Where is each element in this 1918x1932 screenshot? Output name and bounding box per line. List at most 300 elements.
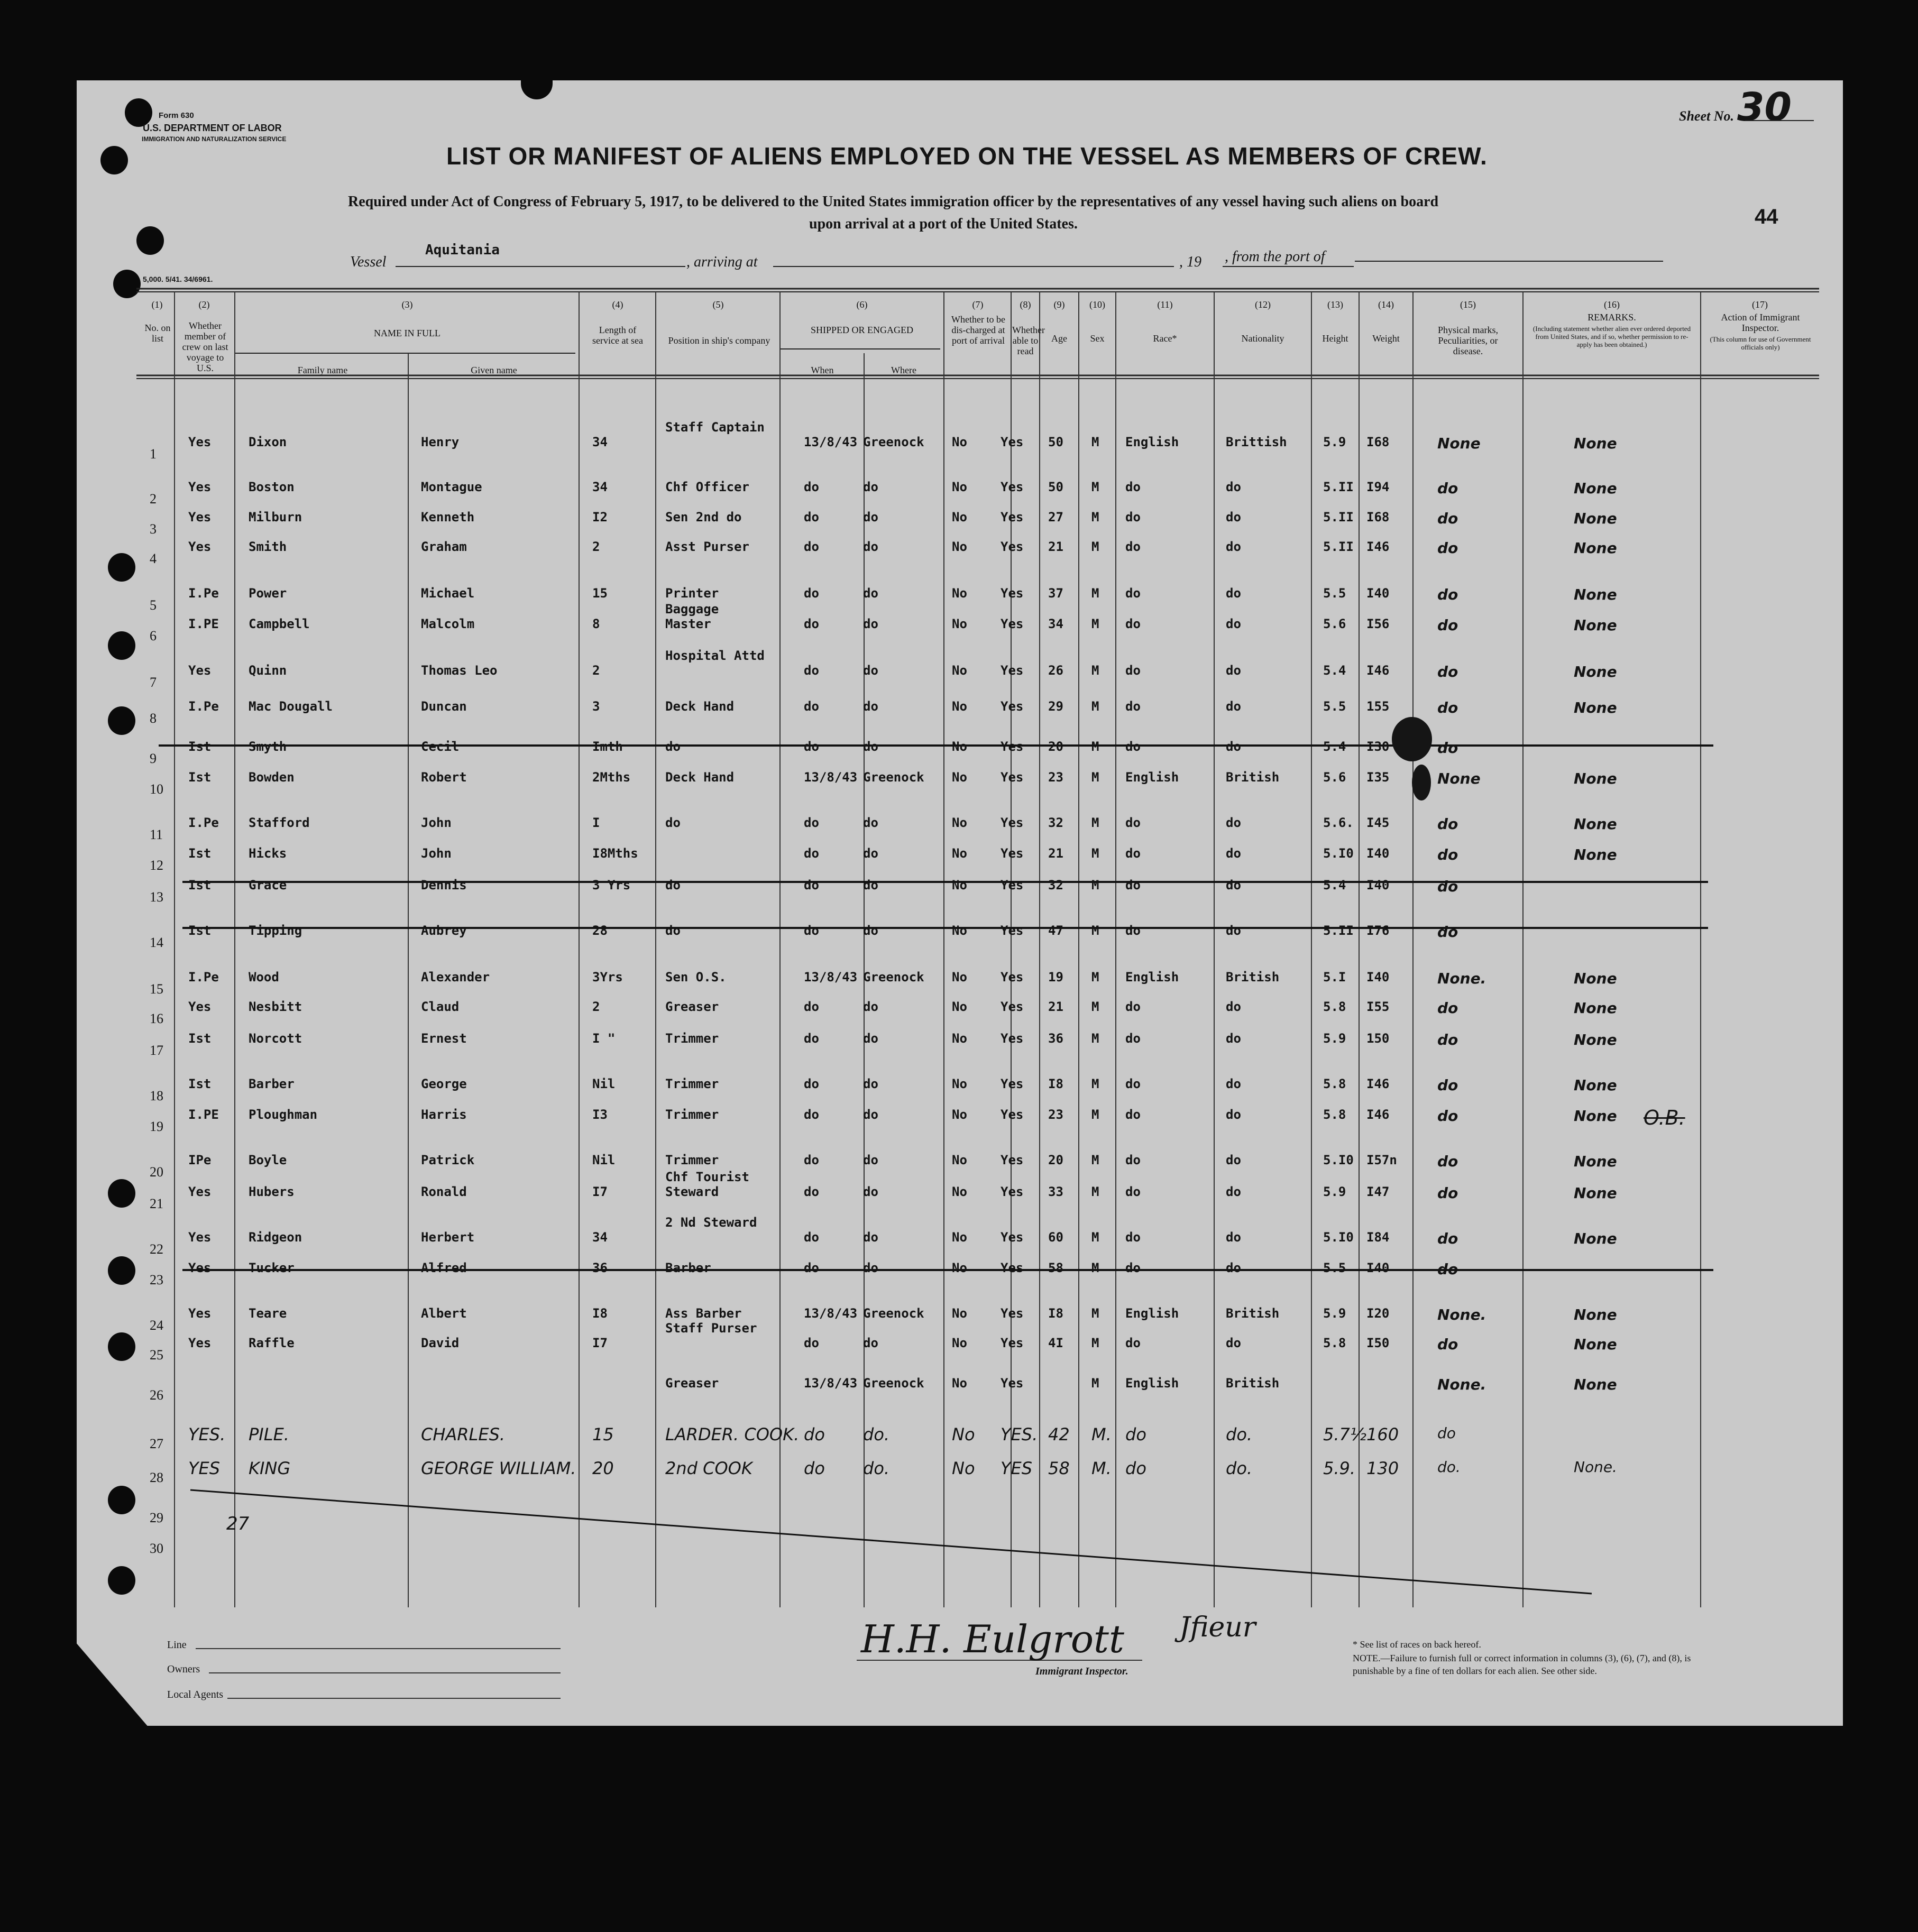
able-to-read-cell: Yes: [1001, 699, 1024, 714]
sex-cell: M: [1091, 1184, 1099, 1199]
physical-marks-cell: do: [1437, 480, 1458, 497]
col2-label: Whether member of crew on last voyage to U.S.: [182, 320, 228, 373]
able-to-read-cell: Yes: [1001, 739, 1024, 754]
position-cell: Trimmer: [665, 1153, 719, 1167]
family-name-cell: Smyth: [249, 739, 287, 754]
given-name-cell: Alexander: [421, 970, 490, 985]
given-name-cell: Herbert: [421, 1230, 475, 1245]
service-length-cell: Nil: [592, 1077, 616, 1091]
able-to-read-cell: Yes: [1001, 1077, 1024, 1091]
given-name-cell: Albert: [421, 1306, 467, 1321]
given-name-cell: Thomas Leo: [421, 663, 498, 678]
race-cell: do: [1125, 586, 1141, 601]
shipped-where-cell: do: [863, 1031, 878, 1046]
inspector-signature: H.H. Eulgrott: [861, 1617, 1124, 1661]
service-length-cell: 2Mths: [592, 770, 631, 785]
sheet-number: 30: [1737, 85, 1792, 130]
second-signature: Jfieur: [1179, 1612, 1256, 1643]
height-cell: 5.5: [1323, 699, 1346, 714]
margin-note: 27: [226, 1513, 250, 1534]
service-length-cell: 2: [592, 539, 600, 554]
shipped-when-cell: 13/8/43: [804, 970, 858, 985]
discharged-cell: No: [952, 617, 967, 631]
height-cell: 5.9: [1323, 435, 1346, 449]
col8-num: (8): [1020, 299, 1031, 310]
nationality-cell: do: [1226, 1184, 1241, 1199]
physical-marks-cell: do: [1437, 1230, 1458, 1247]
nationality-cell: do: [1226, 739, 1241, 754]
nationality-cell: Brittish: [1226, 435, 1287, 449]
shipped-when-cell: do: [804, 617, 819, 631]
col6-when: When: [811, 365, 834, 375]
able-to-read-cell: Yes: [1001, 435, 1024, 449]
service-length-cell: I2: [592, 510, 608, 525]
age-cell: I8: [1048, 1306, 1063, 1321]
position-cell: 2 Nd Steward: [665, 1215, 757, 1230]
height-cell: 5.I0: [1323, 846, 1354, 861]
height-cell: 5.II: [1323, 480, 1354, 494]
sex-cell: M: [1091, 770, 1099, 785]
service-length-cell: I3: [592, 1107, 608, 1122]
position-cell: Greaser: [665, 1376, 719, 1391]
shipped-where-cell: do: [863, 846, 878, 861]
nationality-cell: do: [1226, 617, 1241, 631]
remarks-cell: None: [1574, 510, 1617, 527]
able-to-read-cell: Yes: [1001, 923, 1024, 938]
family-name-cell: Boston: [249, 480, 295, 494]
remarks-cell: None: [1574, 815, 1617, 833]
sex-cell: M: [1091, 1261, 1099, 1275]
crew-cell: Ist: [188, 770, 212, 785]
crew-cell: I.Pe: [188, 586, 219, 601]
service-length-cell: 8: [592, 617, 600, 631]
given-name-cell: Aubrey: [421, 923, 467, 938]
discharged-cell: No: [952, 878, 967, 893]
weight-cell: I50: [1366, 1336, 1390, 1350]
discharged-cell: No: [952, 1261, 967, 1275]
discharged-cell: No: [952, 1077, 967, 1091]
family-name-cell: Bowden: [249, 770, 295, 785]
penalty-note-2: punishable by a fine of ten dollars for each alien. See other side.: [1353, 1666, 1597, 1676]
height-cell: 5.8: [1323, 1336, 1346, 1350]
crew-cell: Ist: [188, 878, 212, 893]
family-name-cell: Hicks: [249, 846, 287, 861]
position-cell: 2nd COOK: [665, 1458, 752, 1478]
shipped-when-cell: do: [804, 999, 819, 1014]
age-cell: 32: [1048, 878, 1063, 893]
shipped-where-cell: do: [863, 1107, 878, 1122]
age-cell: 33: [1048, 1184, 1063, 1199]
col6-num: (6): [856, 299, 868, 310]
physical-marks-cell: None.: [1437, 1376, 1486, 1393]
service-length-cell: 15: [592, 586, 608, 601]
weight-cell: I40: [1366, 586, 1390, 601]
able-to-read-cell: Yes: [1001, 770, 1024, 785]
crew-cell: Ist: [188, 923, 212, 938]
age-cell: 32: [1048, 815, 1063, 830]
family-name-cell: Tipping: [249, 923, 302, 938]
age-cell: 4I: [1048, 1336, 1063, 1350]
crew-cell: Yes: [188, 510, 212, 525]
shipped-when-cell: 13/8/43: [804, 435, 858, 449]
crew-cell: I.Pe: [188, 970, 219, 985]
height-cell: 5.4: [1323, 663, 1346, 678]
col15-label: Physical marks, Peculiarities, or disease.: [1438, 325, 1498, 356]
remarks-cell: None: [1574, 970, 1617, 987]
service-length-cell: I ": [592, 1031, 616, 1046]
family-name-cell: Campbell: [249, 617, 310, 631]
shipped-when-cell: do: [804, 539, 819, 554]
age-cell: 42: [1048, 1424, 1070, 1445]
family-name-cell: Smith: [249, 539, 287, 554]
shipped-when-cell: do: [804, 923, 819, 938]
family-name-cell: Mac Dougall: [249, 699, 333, 714]
shipped-where-cell: do: [863, 586, 878, 601]
weight-cell: 150: [1366, 1031, 1390, 1046]
sex-cell: M: [1091, 539, 1099, 554]
family-name-cell: Norcott: [249, 1031, 302, 1046]
position-cell: Chf Officer: [665, 480, 749, 494]
weight-cell: I56: [1366, 617, 1390, 631]
race-cell: English: [1125, 770, 1179, 785]
nationality-cell: do: [1226, 1031, 1241, 1046]
crew-cell: Yes: [188, 1306, 212, 1321]
service-length-cell: I7: [592, 1336, 608, 1350]
row-number: 5: [150, 597, 157, 613]
nationality-cell: do: [1226, 510, 1241, 525]
physical-marks-cell: do: [1437, 923, 1458, 941]
page-number: 44: [1755, 205, 1778, 228]
position-cell: Ass Barber: [665, 1306, 742, 1321]
physical-marks-cell: do: [1437, 1261, 1458, 1278]
height-cell: 5.5: [1323, 586, 1346, 601]
service-length-cell: 2: [592, 999, 600, 1014]
nationality-cell: do.: [1226, 1424, 1253, 1445]
requirement-line-1: Required under Act of Congress of February 5, 1917, to be delivered to the United States immigration officer by the representatives of any vessel having such aliens on board: [348, 194, 1439, 210]
age-cell: 27: [1048, 510, 1063, 525]
crew-cell: Yes: [188, 1230, 212, 1245]
col7-label: Whether to be dis-charged at port of arrival: [951, 314, 1005, 346]
col1-label: No. on list: [144, 323, 171, 344]
remarks-cell: None: [1574, 1153, 1617, 1170]
crew-cell: Yes: [188, 1184, 212, 1199]
sex-cell: M: [1091, 970, 1099, 985]
shipped-when-cell: do: [804, 1424, 825, 1445]
position-cell: Chf Tourist Steward: [665, 1170, 749, 1199]
weight-cell: I84: [1366, 1230, 1390, 1245]
nationality-cell: do: [1226, 923, 1241, 938]
sex-cell: M: [1091, 1153, 1099, 1167]
row-number: 6: [150, 628, 157, 643]
sex-cell: M: [1091, 1376, 1099, 1391]
race-cell: do: [1125, 1184, 1141, 1199]
able-to-read-cell: Yes: [1001, 480, 1024, 494]
service-length-cell: 34: [592, 480, 608, 494]
service-length-cell: Imth: [592, 739, 623, 754]
row-number: 13: [150, 889, 163, 905]
shipped-when-cell: do: [804, 586, 819, 601]
form-number: Form 630: [159, 111, 194, 120]
nationality-cell: do: [1226, 539, 1241, 554]
remarks-cell: None: [1574, 1306, 1617, 1323]
year-label: , 19: [1179, 254, 1201, 270]
col4-label: Length of service at sea: [592, 325, 643, 346]
col16-num: (16): [1604, 299, 1620, 310]
height-cell: 5.4: [1323, 878, 1346, 893]
age-cell: 29: [1048, 699, 1063, 714]
service-length-cell: 3 Yrs: [592, 878, 631, 893]
sheet-label: Sheet No.: [1679, 108, 1734, 124]
col6-label: SHIPPED OR ENGAGED: [810, 325, 913, 335]
physical-marks-cell: do: [1437, 1077, 1458, 1094]
races-note: * See list of races on back hereof.: [1353, 1639, 1481, 1650]
weight-cell: I35: [1366, 770, 1390, 785]
penalty-note-1: NOTE.—Failure to furnish full or correct information in columns (3), (6), (7), and (8), is: [1353, 1653, 1691, 1663]
height-cell: 5.7½: [1323, 1424, 1366, 1445]
row-number: 20: [150, 1164, 163, 1180]
weight-cell: I55: [1366, 999, 1390, 1014]
weight-cell: I40: [1366, 970, 1390, 985]
height-cell: 5.I0: [1323, 1230, 1354, 1245]
shipped-when-cell: do: [804, 699, 819, 714]
age-cell: 20: [1048, 739, 1063, 754]
position-cell: do: [665, 878, 681, 893]
age-cell: 21: [1048, 539, 1063, 554]
row-number: 22: [150, 1241, 163, 1257]
shipped-when-cell: do: [804, 480, 819, 494]
race-cell: English: [1125, 435, 1179, 449]
weight-cell: I20: [1366, 1306, 1390, 1321]
race-cell: English: [1125, 1306, 1179, 1321]
discharged-cell: No: [952, 1031, 967, 1046]
col10-label: Sex: [1090, 333, 1105, 344]
discharged-cell: No: [952, 1376, 967, 1391]
remarks-cell: None: [1574, 1077, 1617, 1094]
col17-num: (17): [1752, 299, 1768, 310]
family-name-cell: Grace: [249, 878, 287, 893]
shipped-where-cell: Greenock: [863, 435, 924, 449]
row-number: 9: [150, 751, 157, 766]
service-length-cell: 34: [592, 435, 608, 449]
position-cell: Sen O.S.: [665, 970, 727, 985]
age-cell: 19: [1048, 970, 1063, 985]
age-cell: 50: [1048, 480, 1063, 494]
race-cell: do: [1125, 1031, 1141, 1046]
remarks-cell: None: [1574, 846, 1617, 863]
position-cell: Barber: [665, 1261, 711, 1275]
remarks-cell: None.: [1574, 1458, 1617, 1476]
physical-marks-cell: do: [1437, 739, 1458, 757]
able-to-read-cell: Yes: [1001, 999, 1024, 1014]
weight-cell: 155: [1366, 699, 1390, 714]
race-cell: do: [1125, 923, 1141, 938]
race-cell: do: [1125, 480, 1141, 494]
remarks-cell: None: [1574, 1336, 1617, 1353]
service-length-cell: I8: [592, 1306, 608, 1321]
col3-num: (3): [401, 299, 413, 310]
physical-marks-cell: do: [1437, 1424, 1456, 1442]
sex-cell: M: [1091, 1077, 1099, 1091]
given-name-cell: John: [421, 846, 452, 861]
able-to-read-cell: Yes: [1001, 510, 1024, 525]
position-cell: Trimmer: [665, 1031, 719, 1046]
shipped-where-cell: do: [863, 1336, 878, 1350]
discharged-cell: No: [952, 1336, 967, 1350]
position-cell: Baggage Master: [665, 602, 719, 631]
height-cell: 5.5: [1323, 1261, 1346, 1275]
shipped-where-cell: do: [863, 999, 878, 1014]
row-number: 2: [150, 491, 157, 507]
service-length-cell: 20: [592, 1458, 614, 1478]
discharged-cell: No: [952, 1230, 967, 1245]
col3-given: Given name: [471, 365, 517, 375]
height-cell: 5.II: [1323, 923, 1354, 938]
row-number: 21: [150, 1196, 163, 1211]
family-name-cell: Hubers: [249, 1184, 295, 1199]
physical-marks-cell: None: [1437, 770, 1481, 787]
remarks-cell: None: [1574, 435, 1617, 452]
crew-cell: I.Pe: [188, 699, 219, 714]
physical-marks-cell: do: [1437, 878, 1458, 895]
physical-marks-cell: do: [1437, 586, 1458, 603]
race-cell: do: [1125, 617, 1141, 631]
nationality-cell: British: [1226, 770, 1280, 785]
row-number: 25: [150, 1347, 163, 1363]
race-cell: do: [1125, 510, 1141, 525]
remarks-cell: None: [1574, 1107, 1617, 1125]
crew-cell: Yes: [188, 480, 212, 494]
position-cell: Greaser: [665, 999, 719, 1014]
weight-cell: 160: [1366, 1424, 1399, 1445]
vessel-name: Aquitania: [425, 242, 500, 258]
physical-marks-cell: None: [1437, 435, 1481, 452]
col1-num: (1): [151, 299, 163, 310]
shipped-when-cell: do: [804, 878, 819, 893]
able-to-read-cell: Yes: [1001, 970, 1024, 985]
row-number: 28: [150, 1470, 163, 1485]
remarks-cell: None: [1574, 699, 1617, 716]
shipped-when-cell: do: [804, 1458, 825, 1478]
shipped-where-cell: do: [863, 699, 878, 714]
physical-marks-cell: do: [1437, 699, 1458, 716]
col8-label: Whether able to read: [1012, 325, 1045, 356]
sex-cell: M: [1091, 1031, 1099, 1046]
race-cell: do: [1125, 663, 1141, 678]
remarks-cell: None: [1574, 663, 1617, 680]
race-cell: do: [1125, 1077, 1141, 1091]
remarks-cell: None: [1574, 1184, 1617, 1202]
nationality-cell: do: [1226, 1107, 1241, 1122]
position-cell: Sen 2nd do: [665, 510, 742, 525]
family-name-cell: Ridgeon: [249, 1230, 302, 1245]
nationality-cell: do: [1226, 480, 1241, 494]
race-cell: do: [1125, 815, 1141, 830]
position-cell: Deck Hand: [665, 699, 735, 714]
sex-cell: M.: [1091, 1424, 1112, 1445]
given-name-cell: Michael: [421, 586, 475, 601]
sex-cell: M: [1091, 510, 1099, 525]
remarks-cell: None: [1574, 480, 1617, 497]
weight-cell: I40: [1366, 1261, 1390, 1275]
given-name-cell: Montague: [421, 480, 482, 494]
col17-label: Action of Immigrant Inspector.: [1721, 312, 1800, 333]
shipped-when-cell: do: [804, 1031, 819, 1046]
race-cell: do: [1125, 539, 1141, 554]
weight-cell: I40: [1366, 846, 1390, 861]
col10-num: (10): [1089, 299, 1105, 310]
given-name-cell: Harris: [421, 1107, 467, 1122]
discharged-cell: No: [952, 435, 967, 449]
shipped-where-cell: Greenock: [863, 770, 924, 785]
row-number: 8: [150, 711, 157, 726]
shipped-when-cell: do: [804, 1230, 819, 1245]
given-name-cell: Ronald: [421, 1184, 467, 1199]
physical-marks-cell: do: [1437, 617, 1458, 634]
crew-cell: Yes: [188, 1261, 212, 1275]
race-cell: do: [1125, 878, 1141, 893]
height-cell: 5.6.: [1323, 815, 1354, 830]
sex-cell: M: [1091, 663, 1099, 678]
given-name-cell: Malcolm: [421, 617, 475, 631]
height-cell: 5.6: [1323, 617, 1346, 631]
row-number: 24: [150, 1318, 163, 1333]
crew-cell: Ist: [188, 1031, 212, 1046]
shipped-when-cell: do: [804, 1153, 819, 1167]
weight-cell: I30: [1366, 739, 1390, 754]
service-length-cell: 34: [592, 1230, 608, 1245]
height-cell: 5.9: [1323, 1306, 1346, 1321]
given-name-cell: Claud: [421, 999, 460, 1014]
remarks-cell: None: [1574, 1376, 1617, 1393]
shipped-where-cell: do: [863, 663, 878, 678]
family-name-cell: Stafford: [249, 815, 310, 830]
service-length-cell: I8Mths: [592, 846, 638, 861]
physical-marks-cell: do: [1437, 539, 1458, 557]
age-cell: 36: [1048, 1031, 1063, 1046]
race-cell: do: [1125, 846, 1141, 861]
shipped-where-cell: do: [863, 1230, 878, 1245]
nationality-cell: do: [1226, 1261, 1241, 1275]
discharged-cell: No: [952, 586, 967, 601]
col11-num: (11): [1157, 299, 1173, 310]
remarks-cell: None: [1574, 586, 1617, 603]
position-cell: Staff Captain: [665, 420, 765, 435]
shipped-where-cell: do: [863, 739, 878, 754]
nationality-cell: British: [1226, 1306, 1280, 1321]
sex-cell: M.: [1091, 1458, 1112, 1478]
discharged-cell: No: [952, 999, 967, 1014]
position-cell: do: [665, 923, 681, 938]
crew-cell: Yes: [188, 999, 212, 1014]
given-name-cell: Graham: [421, 539, 467, 554]
race-cell: do: [1125, 1424, 1146, 1445]
discharged-cell: No: [952, 970, 967, 985]
nationality-cell: do: [1226, 1153, 1241, 1167]
sex-cell: M: [1091, 480, 1099, 494]
family-name-cell: Boyle: [249, 1153, 287, 1167]
race-cell: English: [1125, 970, 1179, 985]
position-cell: Trimmer: [665, 1107, 719, 1122]
position-cell: Staff Purser: [665, 1321, 757, 1336]
sex-cell: M: [1091, 815, 1099, 830]
remarks-cell: None: [1574, 539, 1617, 557]
height-cell: 5.8: [1323, 1077, 1346, 1091]
local-agents-label: Local Agents: [167, 1689, 224, 1700]
physical-marks-cell: do: [1437, 663, 1458, 680]
position-cell: Printer: [665, 586, 719, 601]
given-name-cell: John: [421, 815, 452, 830]
nationality-cell: do: [1226, 878, 1241, 893]
